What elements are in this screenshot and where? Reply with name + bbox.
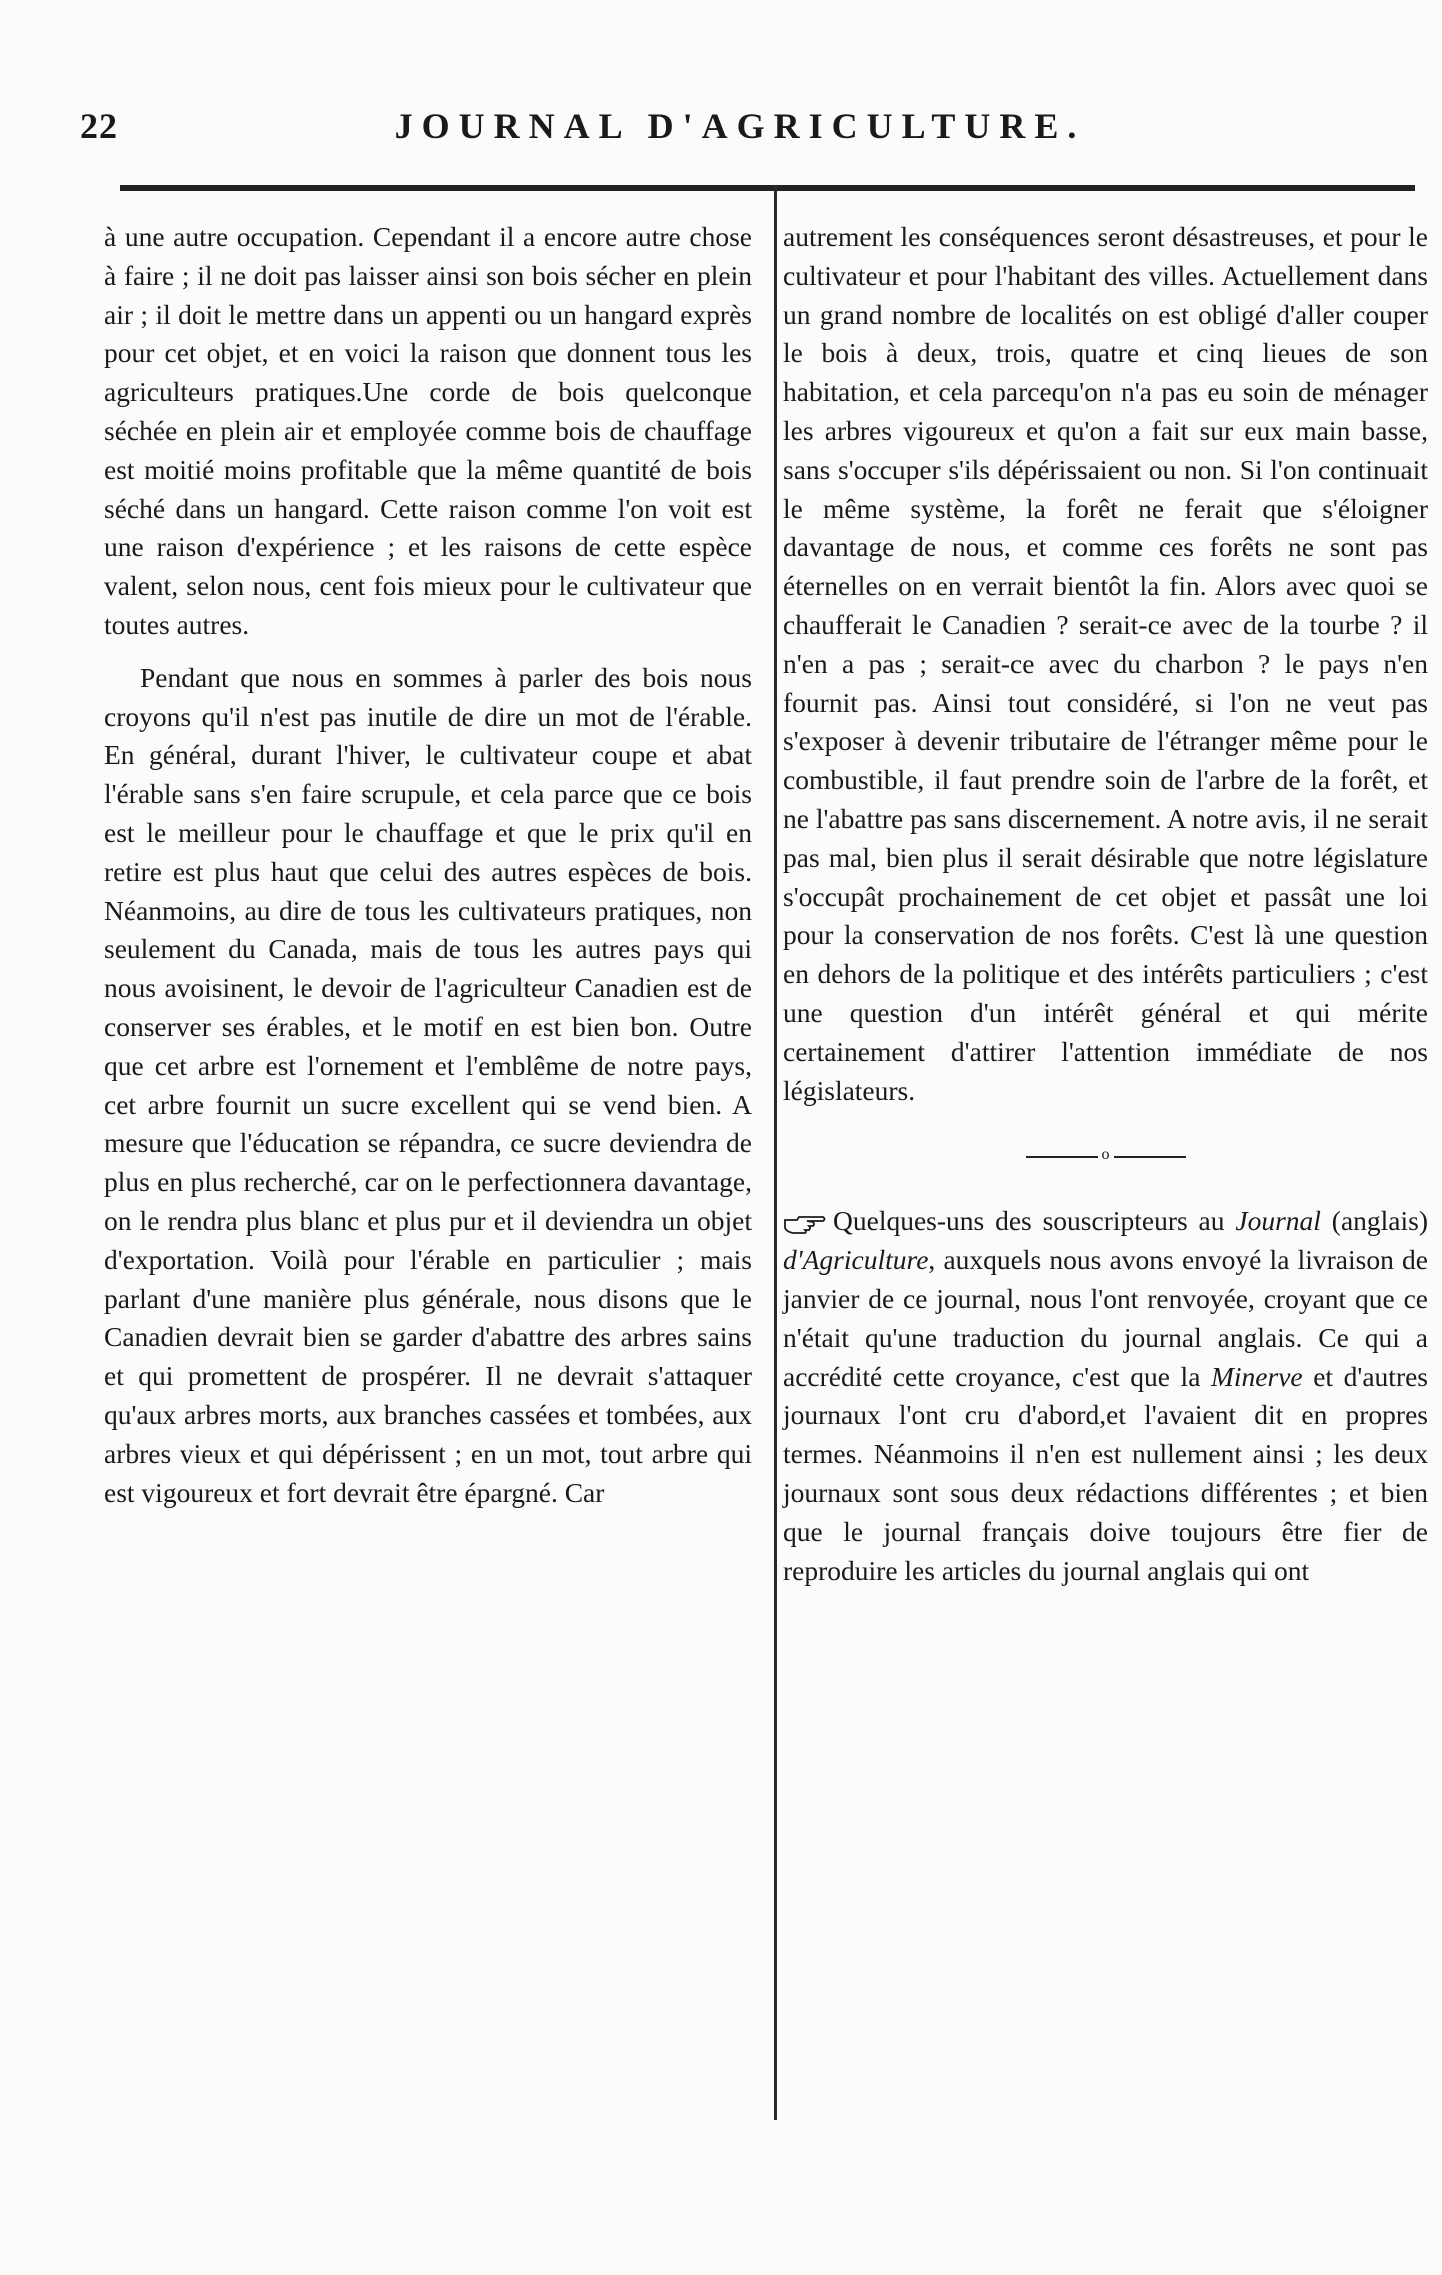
notice-paragraph xyxy=(783,1202,1428,1590)
pointing-hand-icon xyxy=(783,1212,827,1236)
notice-text-b: (anglais) xyxy=(1320,1205,1429,1237)
right-paragraph-1: autrement les conséquences seront désastreuses, et pour le cultivateur et pour l'habitant des villes. Actuellement dans un grand nombre de localités on est obligé d'aller couper le bois à deux, trois, quatre et cinq lieues de son habitation, et cela parcequ'on n'a pas eu soin de ménager les arbres vigoureux et qu'on a fait sur eux main basse, sans s'occuper s'ils dépérissaient ou non. Si l'on continuait le même système, la forêt ne ferait que s'éloigner davantage de nous, et comme ces forêts ne sont pas éternelles on en verrait bientôt la fin. Alors avec quoi se chaufferait le Canadien ? serait-ce avec de la tourbe ? il n'en a pas ; serait-ce avec du charbon ? le pays n'en fournit pas. Ainsi tout considéré, si l'on ne veut pas s'exposer à devenir tributaire de l'étranger même pour le combustible, il faut prendre soin de l'arbre de la forêt, et ne l'abattre pas sans discernement. A notre avis, il ne serait pas mal, bien plus il serait désirable que notre législature s'occupât prochainement de cet objet et passât une loi pour la conservation de nos forêts. C'est là une question en dehors de la politique et des intérêts particuliers ; c'est une question d'un intérêt général et qui mérite certainement d'attirer l'attention immédiate de nos législateurs. xyxy=(783,221,1428,1106)
notice-text-c: , auxquels nous avons envoyé la livraison de janvier de ce journal, nous l'ont renvoyée, croyant que ce n'était qu'une traduction du journal anglais. Ce qui a accrédité cette croyance, c'est que la xyxy=(783,1244,1428,1392)
left-paragraph-1: à une autre occupation. Cependant il a encore autre chose à faire ; il ne doit pas laisser ainsi son bois sécher en plein air ; il doit le mettre dans un appenti ou un hangard exprès pour cet objet, et en voici la raison que donnent tous les agriculteurs pratiques.Une corde de bois quelconque séchée en plein air et employée comme bois de chauffage est moitié moins profitable que la même quantité de bois séché dans un hangard. Cette raison comme l'on voit est une raison d'expérience ; et les raisons de cette espèce valent, selon nous, cent fois mieux pour le cultivateur que toutes autres. xyxy=(104,221,752,640)
running-head xyxy=(60,105,1420,165)
section-separator xyxy=(1026,1146,1186,1166)
separator-mark: o xyxy=(1098,1146,1114,1164)
right-column xyxy=(783,218,1428,1590)
notice-agriculture: d'Agriculture xyxy=(783,1244,929,1276)
notice-journal: Journal xyxy=(1235,1205,1321,1237)
page-number: 22 xyxy=(80,106,118,146)
left-paragraph-2: Pendant que nous en sommes à parler des bois nous croyons qu'il n'est pas inutile de dire un mot de l'érable. En général, durant l'hiver, le cultivateur coupe et abat l'érable sans s'en faire scrupule, et cela parce que ce bois est le meilleur pour le chauffage et que le prix qu'il en retire est plus haut que celui des autres espèces de bois. Néanmoins, au dire de tous les cultivateurs pratiques, non seulement du Canada, mais de tous les autres pays qui nous avoisinent, le devoir de l'agriculteur Canadien est de conserver ses érables, et le motif en est bien bon. Outre que cet arbre est l'ornement et l'emblême de notre pays, cet arbre fournit un sucre excellent qui se vend bien. A mesure que l'éducation se répandra, ce sucre deviendra de plus en plus recherché, car on le perfectionnera davantage, on le rendra plus blanc et plus pur et il deviendra un objet d'exportation. Voilà pour l'érable en particulier ; mais parlant d'une manière plus générale, nous disons que le Canadien devrait bien se garder d'abattre des arbres sains et qui promettent de prospérer. Il ne devrait s'attaquer qu'aux arbres morts, aux branches cassées et tombées, aux arbres vieux et qui dépérissent ; en un mot, tout arbre qui est vigoureux et fort devrait être épargné. Car xyxy=(104,661,752,1508)
header-rule xyxy=(120,185,1415,191)
notice-minerve: Minerve xyxy=(1211,1360,1303,1392)
notice-text-d: et d'autres journaux l'ont cru d'abord,et l'avaient dit en propres termes. Néanmoins il n'en est nullement ainsi ; les deux journaux sont sous deux rédactions différentes ; et bien que le journal français doive toujours être fier de reproduire les articles du journal anglais qui ont xyxy=(783,1360,1429,1586)
journal-title: JOURNAL D'AGRICULTURE. xyxy=(394,106,1086,146)
notice-text-a: Quelques-uns des souscripteurs au xyxy=(833,1205,1236,1237)
column-divider xyxy=(774,185,777,2120)
left-column xyxy=(104,218,752,1512)
